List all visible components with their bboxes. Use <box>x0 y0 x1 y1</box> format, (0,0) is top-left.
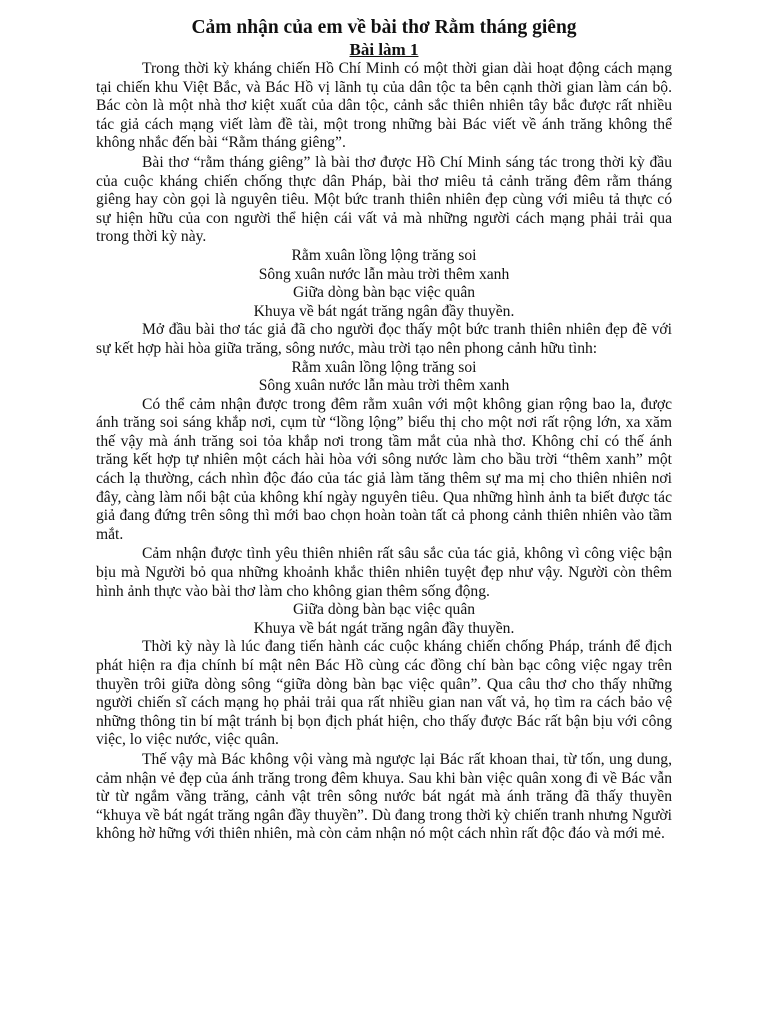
verse-line: Rằm xuân lồng lộng trăng soi <box>291 246 477 264</box>
poem-full <box>96 247 672 321</box>
paragraph-opening: Mở đầu bài thơ tác giả đã cho người đọc thấy một bức tranh thiên nhiên đẹp đẽ với sự kết hợp hài hòa giữa trăng, sông nước, màu trời tạo nên phong cảnh hữu tình: <box>96 321 672 357</box>
paragraph-analysis-4: Thế vậy mà Bác không vội vàng mà ngược lại Bác rất khoan thai, từ tốn, ung dung, cảm nhận vẻ đẹp của ánh trăng trong đêm khuya. Sau khi bàn việc quân xong đi về Bác vẫn từ từ ngắm vầng trăng, cảnh vật trên sông nước bát ngát mà ánh trăng đã thấy thuyền “khuya về bát ngát trăng ngân đầy thuyền”. Dù đang trong thời kỳ chiến tranh nhưng Người không hờ hững với thiên nhiên, mà còn cảm nhận nó một cách nhìn rất độc đáo và mới mẻ. <box>96 750 672 843</box>
essay-heading: Bài làm 1 <box>349 40 419 59</box>
poem-quote-1 <box>96 359 672 396</box>
paragraph-analysis-3: Thời kỳ này là lúc đang tiến hành các cuộc kháng chiến chống Pháp, tránh để địch phát hiện ra địa chính bí mật nên Bác Hồ cùng các đồng chí bàn bạc công việc ngay trên thuyền trôi giữa dòng sông “giữa dòng bàn bạc việc quân”. Qua câu thơ cho thấy những người chiến sĩ cách mạng họ phải trải qua rất nhiều gian nan vất vả, họ tìm ra cách bảo vệ những thông tin bí mật tránh bị bọn địch phát hiện, cho thấy được Bác rất bận bịu với công việc, lo việc nước, việc quân. <box>96 638 672 749</box>
poem-quote-2 <box>96 601 672 638</box>
verse-line: Sông xuân nước lẫn màu trời thêm xanh <box>258 377 510 395</box>
paragraph-analysis-2: Cảm nhận được tình yêu thiên nhiên rất sâu sắc của tác giả, không vì công việc bận bịu mà Người bỏ qua những khoảnh khắc thiên nhiên tuyệt đẹp như vậy. Người còn thêm hình ảnh thực vào bài thơ làm cho không gian thêm sống động. <box>96 545 672 600</box>
verse-line: Giữa dòng bàn bạc việc quân <box>292 284 476 302</box>
verse-line: Rằm xuân lồng lộng trăng soi <box>291 358 477 376</box>
paragraph-analysis-1: Có thể cảm nhận được trong đêm rằm xuân với một không gian rộng bao la, được ánh trăng soi sáng khắp nơi, cụm từ “lồng lộng” biểu thị cho một nơi rất rộng lớn, xa xăm thế vậy mà ánh trăng soi tỏa khắp nơi trong tầm mắt của nhà thơ. Không chỉ có thế ánh trăng kết hợp tự nhiên một cách hài hòa với sông nước làm cho bầu trời “thêm xanh” một cách lạ thường, cách nhìn độc đáo của tác giả làm tăng thêm sự ma mị cho thiên nhiên nơi đây, càng làm nổi bật của không khí ngày nguyên tiêu. Qua những hình ảnh ta biết được tác giả đang đứng trên sông thì mới bao chọn hoàn toàn tất cả phong cảnh thiên nhiên vào tầm mắt. <box>96 395 672 543</box>
verse-line: Giữa dòng bàn bạc việc quân <box>292 601 476 619</box>
paragraph-intro: Trong thời kỳ kháng chiến Hồ Chí Minh có một thời gian dài hoạt động cách mạng tại chiến khu Việt Bắc, và Bác Hồ vị lãnh tụ của dân tộc ta bên cạnh thời gian làm cán bộ. Bác còn là một nhà thơ kiệt xuất của dân tộc, cảnh sắc thiên nhiên tây bắc được rất nhiều tác giả cách mạng viết làm đề tài, một trong những bài Bác viết về ánh trăng không thể không nhắc đến bài “Rằm tháng giêng”. <box>96 60 672 152</box>
verse-line: Khuya về bát ngát trăng ngân đầy thuyền. <box>253 302 515 320</box>
verse-line: Khuya về bát ngát trăng ngân đầy thuyền. <box>253 619 515 637</box>
verse-line: Sông xuân nước lẫn màu trời thêm xanh <box>258 265 510 283</box>
paragraph-context: Bài thơ “rằm tháng giêng” là bài thơ được Hồ Chí Minh sáng tác trong thời kỳ đầu của cuộc kháng chiến chống thực dân Pháp, bài thơ miêu tả cảnh trăng đêm rằm tháng giêng hay còn gọi là nguyên tiêu. Một bức tranh thiên nhiên đẹp cùng với miêu tả thực có sự hiện hữu của con người thể hiện cái vất vả mà những người cách mạng phải trải qua trong thời kỳ này. <box>96 153 672 246</box>
document-title: Cảm nhận của em về bài thơ Rằm tháng giêng <box>191 17 577 38</box>
